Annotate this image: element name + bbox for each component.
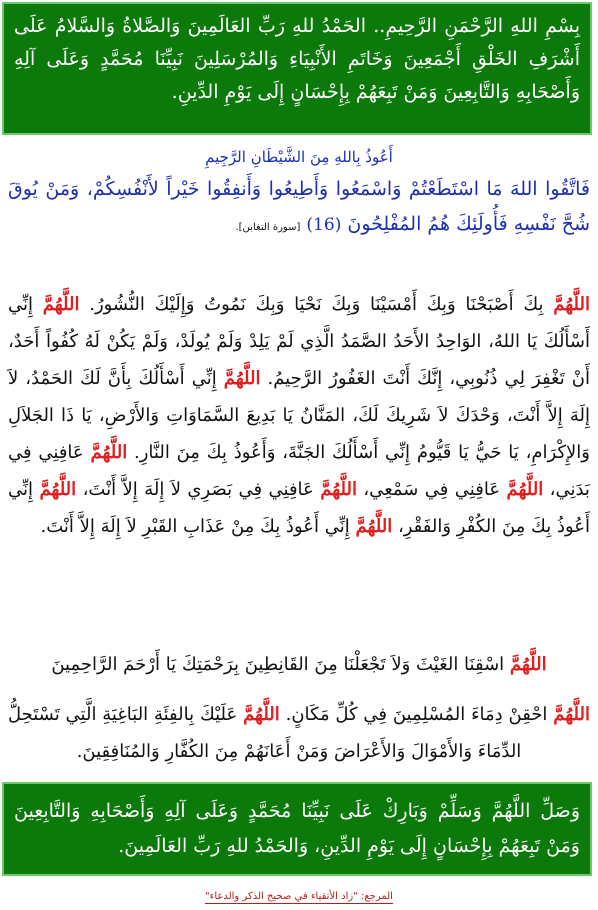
- rain-supplication-text: اسْقِنَا الغَيْثَ وَلاَ تَجْعَلْنَا مِنَ القَانِطِينَ بِرَحْمَتِكَ يَا أَرْحَمَ الرَّاحِمِينَ: [51, 654, 505, 675]
- allahumma-word: اللَّهُمَّ: [355, 516, 393, 537]
- supplication-sentence: إِنِّي أَسْأَلُكَ يَا اللهُ، الوَاحِدُ الأَحَدُ الصَّمَدُ الَّذِي لَمْ يَلِدْ وَلَمْ يُولَدْ، وَلَمْ يَكُنْ لَهُ كُفُواً أَحَدٌ، أَنْ تَغْفِرَ لِي ذُنُوبِي، إِنَّكَ أَنْتَ الغَفُورُ الرَّحِيمُ.: [8, 294, 590, 389]
- allahumma-word: اللَّهُمَّ: [506, 479, 544, 500]
- opening-text: بِسْمِ اللهِ الرَّحْمَنِ الرَّحِيمِ.. الحَمْدُ للهِ رَبِّ العَالَمِينَ وَالصَّلاةُ وَالسَّلامُ عَلَى أَشْرَفِ الخَلْقِ أَجْمَعِينَ وَخَاتَمِ الأَنْبِيَاءِ وَالمُرْسَلِينَ نَبِيِّنَا مُحَمَّدٍ وَعَلَى آلِهِ وَأَصْحَابِهِ وَالتَّابِعِينَ وَمَنْ تَبِعَهُمْ بِإِحْسَانٍ إِلَى يَوْمِ الدِّينِ.: [14, 15, 580, 103]
- surah-reference: [سورة التغابن].: [235, 222, 301, 233]
- allahumma-word: اللَّهُمَّ: [553, 704, 590, 725]
- supplication-sentence: إِنِّي أَعُوذُ بِكَ مِنَ الكُفْرِ وَالفَقْرِ،: [8, 479, 590, 537]
- allahumma-word: اللَّهُمَّ: [39, 479, 77, 500]
- verse-text: فَاتَّقُوا اللهَ مَا اسْتَطَعْتُمْ وَاسْمَعُوا وَأَطِيعُوا وَأَنفِقُوا خَيْراً لأَنْفُسِكُمْ، وَمَنْ يُوقَ شُحَّ نَفْسِهِ فَأُولَئِكَ هُمُ المُفْلِحُونَ: [8, 178, 590, 235]
- source-reference-text: المرجع: "زاد الأتقياء في صحيح الذكر والدعاء": [205, 891, 393, 902]
- supplication-sentence: بِكَ أَصْبَحْنَا وَبِكَ أَمْسَيْنَا وَبِكَ نَحْيَا وَبِكَ نَمُوتُ وَإِلَيْكَ النُّشُورُ.: [89, 294, 544, 315]
- supplication-sentence: عَافِنِي فِي بَدَنِي،: [8, 442, 590, 500]
- allahumma-word: اللَّهُمَّ: [243, 704, 280, 725]
- supplication-sentence: إِنِّي أَعُوذُ بِكَ مِنْ عَذَابِ القَبْرِ لاَ إِلَهَ إِلاَّ أَنْتَ.: [40, 516, 350, 537]
- main-supplication: [8, 286, 590, 545]
- allahumma-word: اللَّهُمَّ: [223, 368, 261, 389]
- quran-verse: [8, 172, 590, 245]
- supplication-sentence: عَافِنِي فِي سَمْعِي،: [363, 479, 501, 500]
- allahumma-word: اللَّهُمَّ: [553, 294, 590, 315]
- supplication-sentence: عَلَيْكَ بِالفِئَةِ البَاغِيَةِ الَّتِي تَسْتَحِلُّ الدِّمَاءَ وَالأَمْوَالَ وَالأَعْرَاضَ وَمَنْ أَعَانَهُمْ مِنَ الكُفَّارِ وَالمُنَافِقِينَ.: [8, 704, 522, 762]
- supplication-sentence: إِنِّي أَسْأَلُكَ بِأَنَّ لَكَ الحَمْدُ، لاَ إِلَهَ إِلاَّ أَنْتَ، وَحْدَكَ لاَ شَرِيكَ لَكَ، المَنَّانُ يَا بَدِيعَ السَّمَاوَاتِ وَالأَرْضِ، يَا ذَا الجَلاَلِ وَالإِكْرَامِ، يَا حَيُّ يَا قَيُّومُ إِنِّي أَسْأَلُكَ الجَنَّةَ، وَأَعُوذُ بِكَ مِنَ النَّارِ.: [8, 368, 590, 463]
- closing-text: وَصَلِّ اللَّهُمَّ وَسَلِّمْ وَبَارِكْ عَلَى نَبِيِّنَا مُحَمَّدٍ وَعَلَى آلِهِ وَأَصْحَابِهِ وَالتَّابِعِينَ وَمَنْ تَبِعَهُمْ بِإِحْسَانٍ إِلَى يَوْمِ الدِّينِ، وَالحَمْدُ للهِ رَبِّ العَالَمِينَ.: [14, 800, 580, 857]
- closing-box: [2, 782, 592, 876]
- opening-box: [2, 2, 592, 135]
- istiadha-line: أَعُوذُ بِاللهِ مِنَ الشَّيْطَانِ الرَّجِيمِ: [205, 148, 393, 166]
- supplication-sentence: عَافِنِي فِي بَصَرِي لاَ إِلَهَ إِلاَّ أَنْتَ،: [82, 479, 314, 500]
- allahumma-word: اللَّهُمَّ: [42, 294, 80, 315]
- muslims-supplication: [8, 696, 590, 770]
- source-reference: [0, 884, 598, 903]
- allahumma-word: اللَّهُمَّ: [320, 479, 357, 500]
- supplication-sentence: احْقِنْ دِمَاءَ المُسْلِمِينَ فِي كُلِّ مَكَانٍ.: [285, 704, 548, 725]
- verse-number: (16): [306, 215, 342, 235]
- allahumma-word: اللَّهُمَّ: [90, 442, 128, 463]
- allahumma-word: اللَّهُمَّ: [509, 654, 547, 675]
- rain-supplication: [8, 646, 590, 683]
